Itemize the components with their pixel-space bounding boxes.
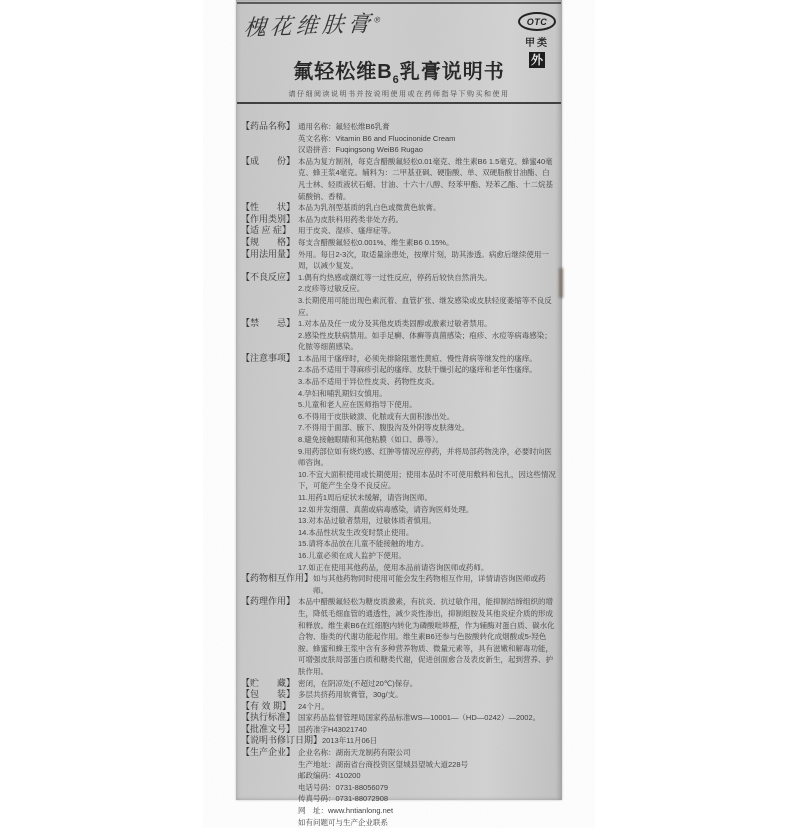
- section-category: [241, 214, 556, 226]
- leaflet-body: [241, 121, 556, 828]
- section-contraindications: [241, 318, 556, 353]
- section-interactions: [241, 573, 556, 596]
- leaflet-subtitle: 请仔细阅读说明书并按说明使用或在药师指导下购买和使用: [288, 91, 510, 98]
- text-line: 密闭，在阴凉处(不超过20℃)保存。: [298, 678, 418, 688]
- section-approval-number: [241, 724, 556, 736]
- section-standard: [241, 712, 556, 724]
- text-line: 如有问题可与生产企业联系: [298, 817, 388, 827]
- text-line: 传真号码：0731-88072908: [298, 794, 389, 804]
- section-label: 【包 装】: [241, 689, 296, 700]
- section-content: [313, 573, 556, 596]
- brand-script-logo: [243, 7, 381, 43]
- section-label: 【成 份】: [241, 155, 296, 166]
- text-line: 用于皮炎、湿疹、瘙痒症等。: [298, 226, 396, 236]
- section-description: [241, 202, 556, 214]
- section-precautions: [241, 353, 556, 573]
- text-line: 8.避免接触眼睛和其他粘膜（如口、鼻等）。: [298, 435, 444, 445]
- section-content: [298, 272, 556, 318]
- section-storage: [241, 678, 556, 690]
- section-label: 【贮 藏】: [241, 677, 296, 688]
- text-line: 本品为皮肤科用药类非处方药。: [298, 214, 403, 224]
- section-label: 【作用类别】: [241, 213, 296, 224]
- section-content: [298, 701, 556, 713]
- section-label: 【注意事项】: [241, 352, 296, 363]
- section-label: 【规 格】: [241, 236, 296, 247]
- text-line: 本品为乳剂型基质的乳白色或微黄色软膏。: [298, 203, 441, 213]
- paper-edge-stain: [559, 268, 563, 298]
- section-label: 【说明书修订日期】: [241, 735, 323, 746]
- section-content: [298, 237, 556, 249]
- text-line: 4.孕妇和哺乳期妇女慎用。: [298, 388, 387, 398]
- text-line: 5.儿童和老人应在医师指导下使用。: [298, 400, 417, 410]
- text-line: 生产地址：湖南省台商投资区望城县望城大道228号: [298, 759, 469, 769]
- section-ingredients: [241, 156, 556, 202]
- section-label: 【药物相互作用】: [241, 573, 314, 584]
- text-line: 13.对本品过敏者禁用，过敏体质者慎用。: [298, 516, 436, 526]
- section-content: [298, 121, 556, 156]
- section-content: [322, 735, 556, 747]
- otc-class-label: 甲类: [525, 38, 549, 49]
- section-label: 【药品名称】: [241, 121, 296, 131]
- text-line: 电话号码：0731-88056079: [298, 782, 389, 792]
- text-line: 1.偶有灼热感或潮红等一过性反应，停药后较快自然消失。: [298, 272, 492, 282]
- section-content: [298, 202, 556, 214]
- section-pharmacology: [241, 596, 556, 677]
- section-content: [298, 353, 556, 573]
- section-content: [298, 156, 556, 202]
- text-line: 如与其他药物同时使用可能会发生药物相互作用，详情请咨询医师或药师。: [313, 574, 546, 595]
- registered-trademark-icon: ®: [373, 15, 381, 25]
- otc-logo-icon: [518, 12, 556, 31]
- title-subscript: 6: [392, 74, 400, 86]
- section-content: [298, 214, 556, 226]
- text-line: 16.儿童必须在成人监护下使用。: [298, 550, 406, 560]
- section-strength: [241, 237, 556, 249]
- text-line: 15.请将本品放在儿童不能接触的地方。: [298, 539, 429, 549]
- text-line: 企业名称：湖南天龙制药有限公司: [298, 748, 411, 758]
- section-content: [298, 249, 556, 272]
- section-content: [298, 747, 556, 828]
- text-line: 7.不得用于面部、腋下、腹股沟及外阴等皮肤薄处。: [298, 423, 470, 433]
- paper-top-edge: [237, 2, 561, 4]
- section-label: 【禁 忌】: [241, 318, 296, 329]
- section-content: [298, 596, 556, 677]
- text-line: 3.本品不适用于异位性皮炎、药物性皮炎。: [298, 377, 440, 387]
- text-line: 国家药品监督管理局国家药品标准WS—10001—（HD—0242）—2002。: [298, 713, 541, 723]
- text-line: 外用。每日2-3次，取适量涂患处，按摩片刻，助其渗透。病愈后继续使用一周，以减少复发。: [298, 249, 549, 271]
- section-revision-date: [241, 735, 556, 747]
- section-label: 【性 状】: [241, 202, 296, 213]
- header-divider: [237, 102, 561, 104]
- section-label: 【不良反应】: [241, 271, 296, 282]
- text-line: 2.感染性皮肤病禁用。如手足癣、体癣等真菌感染；疱疹、水痘等病毒感染；化脓等细菌感染。: [298, 330, 552, 352]
- otc-text: OTC: [526, 16, 548, 27]
- section-content: [298, 724, 556, 736]
- section-validity: [241, 701, 556, 713]
- section-content: [298, 225, 556, 237]
- text-line: 英文名称：Vitamin B6 and Fluocinonide Cream: [298, 133, 456, 143]
- section-content: [298, 689, 556, 701]
- section-content: [298, 678, 556, 690]
- text-line: 11.用药1周后症状未缓解，请咨询医师。: [298, 493, 433, 502]
- title-suffix: 乳膏说明书: [399, 61, 505, 83]
- text-line: 6.不得用于皮肤破溃、化脓或有大面积渗出处。: [298, 411, 455, 421]
- brand-name: 槐花维肤膏: [243, 10, 375, 41]
- section-package: [241, 689, 556, 701]
- text-line: 1.本品用于瘙痒时，必须先排除阻塞性黄疸、慢性肾病等继发性的瘙痒。: [298, 353, 537, 363]
- section-label: 【生产企业】: [241, 747, 296, 758]
- text-line: 14.本品性状发生改变时禁止使用。: [298, 527, 414, 537]
- text-line: 2.皮疹等过敏反应。: [298, 284, 365, 294]
- title-prefix: 氟轻松维B: [293, 61, 393, 83]
- section-label: 【适 应 症】: [241, 225, 292, 236]
- section-label: 【用法用量】: [241, 248, 296, 259]
- text-line: 汉语拼音：Fuqingsong WeiB6 Rugao: [298, 145, 423, 155]
- section-content: [298, 712, 556, 724]
- leaflet-title: [236, 55, 562, 86]
- text-line: 2013年11月06日: [322, 736, 378, 746]
- section-label: 【批准文号】: [241, 723, 296, 734]
- leaflet-paper: [236, 0, 562, 827]
- text-line: 每支含醋酸氟轻松0.001%、维生素B6 0.15%。: [298, 237, 454, 247]
- section-indications: [241, 225, 556, 237]
- text-line: 3.长期使用可能出现色素沉着、血管扩张、继发感染或皮肤轻度萎缩等不良反应。: [298, 295, 552, 317]
- section-drug-name: [241, 121, 556, 156]
- section-manufacturer: [241, 747, 556, 828]
- text-line: 本品为复方制剂，每克含醋酸氟轻松0.01毫克、维生素B6 1.5毫克、蜂蜜40毫克、蜂王浆4毫克。辅料为：二甲基亚砜、硬脂酸、单、双硬脂酸甘油酯、白凡士林、轻质液状石蜡、甘油、十六十八醇、羟苯甲酯、羟苯乙酯、十二烷基硫酸钠、香精。: [298, 156, 553, 201]
- text-line: 2.本品不适用于荨麻疹引起的瘙痒、皮肤干燥引起的瘙痒和老年性瘙痒。: [298, 365, 537, 375]
- section-dosage: [241, 249, 556, 272]
- text-line: 邮政编码：410200: [298, 771, 361, 781]
- section-label: 【执行标准】: [241, 712, 296, 723]
- text-line: 24个月。: [298, 701, 329, 711]
- text-line: 多层共挤药用软膏管，30g/支。: [298, 690, 403, 700]
- section-label: 【药理作用】: [241, 596, 296, 607]
- text-line: 网 址：www.hntianlong.net: [298, 806, 394, 816]
- external-use-mark: 外: [530, 53, 543, 67]
- text-line: 本品中醋酸氟轻松为糖皮质激素，有抗炎、抗过敏作用，能抑制结缔组织的增生，降低毛细血管的通透性，减少炎性渗出，抑制组胺及其他炎症介质的形成和释放。维生素B6在红细胞内转化为磷酸吡哆醛，作为辅酶对蛋白质、碳水化合物、脂类的代谢功能起作用。维生素B6还参与色胺酸转化成烟酸或5-羟色胺。蜂蜜和蜂王浆中含有多种营养物质、微量元素等，具有滋嫩和解毒功能，可增强皮肤局部蛋白质和糖类代谢，促进创面愈合及表皮新生，起到营养、护肤作用。: [298, 597, 555, 676]
- text-line: 12.如并发细菌、真菌或病毒感染，请咨询医师处理。: [298, 504, 474, 514]
- text-line: 1.对本品及任一成分及其他皮质类固醇或激素过敏者禁用。: [298, 319, 492, 329]
- text-line: 通用名称：氟轻松维B6乳膏: [298, 122, 390, 131]
- text-line: 17.如正在使用其他药品，使用本品前请咨询医师或药师。: [298, 562, 489, 572]
- section-adverse-reactions: [241, 272, 556, 318]
- section-content: [298, 318, 556, 353]
- section-label: 【有 效 期】: [241, 700, 292, 711]
- text-line: 国药准字H43021740: [298, 724, 367, 734]
- text-line: 9.用药部位如有烧灼感、红肿等情况应停药，并将局部药物洗净，必要时向医师咨询。: [298, 446, 552, 468]
- text-line: 10.不宜大面积使用或长期使用；使用本品时不可使用敷料和包扎，因这些情况下，可能产生全身不良反应。: [298, 469, 556, 491]
